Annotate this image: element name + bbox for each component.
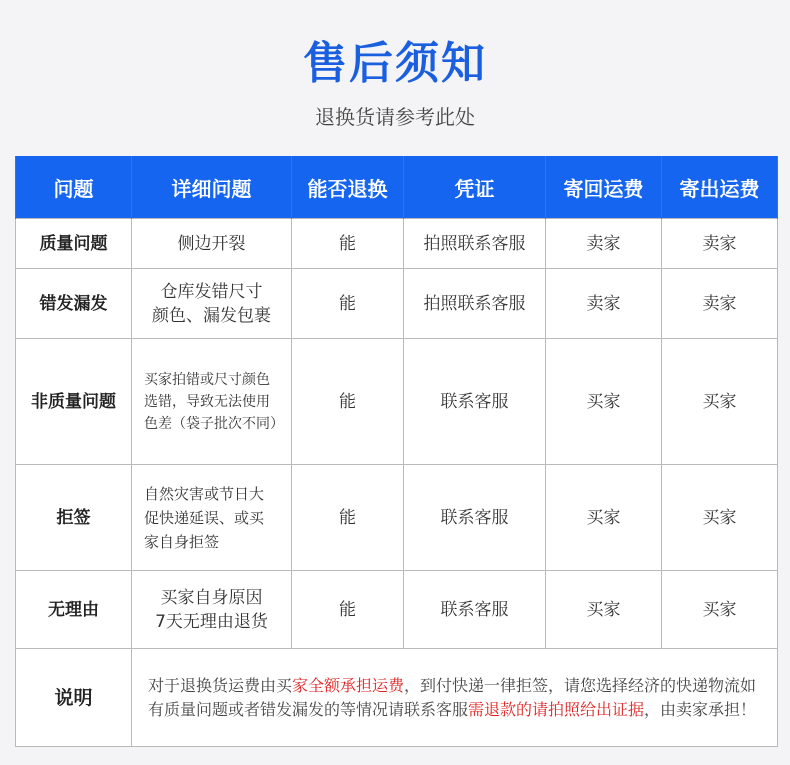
table-row bbox=[16, 339, 778, 465]
note-highlight: 需退款的请拍照给出证据 bbox=[468, 699, 645, 719]
row-returnable: 能 bbox=[292, 465, 404, 571]
table-row bbox=[16, 571, 778, 649]
detail-line: 买家自身原因 bbox=[160, 587, 263, 608]
row-detail bbox=[132, 465, 292, 571]
table-row bbox=[16, 269, 778, 339]
detail-line: 7天无理由退货 bbox=[155, 611, 268, 632]
header-question: 问题 bbox=[16, 156, 132, 219]
row-returnable: 能 bbox=[292, 339, 404, 465]
table-header-row bbox=[16, 156, 778, 219]
row-detail bbox=[132, 269, 292, 339]
row-returnable: 能 bbox=[292, 219, 404, 269]
note-text bbox=[132, 649, 778, 747]
row-detail bbox=[132, 571, 292, 649]
header-returnable: 能否退换 bbox=[292, 156, 404, 219]
row-return-shipping: 买家 bbox=[546, 571, 662, 649]
row-send-shipping: 买家 bbox=[662, 465, 778, 571]
table-row bbox=[16, 465, 778, 571]
note-part: ，到付快递一律拒签，请您选择经济的快递物流如有质量问题或者错发漏发的等情况请联系客服 bbox=[148, 675, 757, 719]
detail-line: 买家拍错或尺寸颜色 bbox=[144, 371, 270, 388]
row-proof: 拍照联系客服 bbox=[404, 219, 546, 269]
row-returnable: 能 bbox=[292, 269, 404, 339]
row-detail bbox=[132, 219, 292, 269]
detail-line: 侧边开裂 bbox=[177, 233, 246, 254]
note-label: 说明 bbox=[16, 649, 132, 747]
header-send-shipping: 寄出运费 bbox=[662, 156, 778, 219]
row-returnable: 能 bbox=[292, 571, 404, 649]
row-category: 错发漏发 bbox=[16, 269, 132, 339]
note-row bbox=[16, 649, 778, 747]
row-detail bbox=[132, 339, 292, 465]
row-send-shipping: 买家 bbox=[662, 339, 778, 465]
row-proof: 拍照联系客服 bbox=[404, 269, 546, 339]
header-proof: 凭证 bbox=[404, 156, 546, 219]
row-return-shipping: 卖家 bbox=[546, 269, 662, 339]
detail-line: 选错，导致无法使用 bbox=[144, 393, 270, 410]
row-proof: 联系客服 bbox=[404, 571, 546, 649]
after-sales-table bbox=[15, 156, 778, 747]
detail-line: 家自身拒签 bbox=[144, 532, 220, 551]
row-return-shipping: 买家 bbox=[546, 339, 662, 465]
header-detail: 详细问题 bbox=[132, 156, 292, 219]
row-category: 质量问题 bbox=[16, 219, 132, 269]
row-category: 非质量问题 bbox=[16, 339, 132, 465]
row-proof: 联系客服 bbox=[404, 339, 546, 465]
row-proof: 联系客服 bbox=[404, 465, 546, 571]
detail-line: 色差（袋子批次不同） bbox=[144, 415, 284, 432]
row-send-shipping: 卖家 bbox=[662, 269, 778, 339]
page-subtitle: 退换货请参考此处 bbox=[315, 105, 475, 129]
row-send-shipping: 买家 bbox=[662, 571, 778, 649]
row-return-shipping: 买家 bbox=[546, 465, 662, 571]
row-return-shipping: 卖家 bbox=[546, 219, 662, 269]
header-return-shipping: 寄回运费 bbox=[546, 156, 662, 219]
note-part: 对于退换货运费由买 bbox=[148, 675, 293, 695]
note-part: ，由卖家承担！ bbox=[644, 699, 757, 719]
table-row bbox=[16, 219, 778, 269]
detail-line: 促快递延误、或买 bbox=[144, 508, 265, 527]
row-category: 拒签 bbox=[16, 465, 132, 571]
row-send-shipping: 卖家 bbox=[662, 219, 778, 269]
detail-line: 颜色、漏发包裹 bbox=[152, 305, 271, 326]
note-highlight: 家全额承担运费 bbox=[292, 675, 405, 695]
page-title: 售后须知 bbox=[303, 38, 487, 89]
detail-line: 仓库发错尺寸 bbox=[160, 281, 263, 302]
detail-line: 自然灾害或节日大 bbox=[144, 484, 265, 503]
row-category: 无理由 bbox=[16, 571, 132, 649]
